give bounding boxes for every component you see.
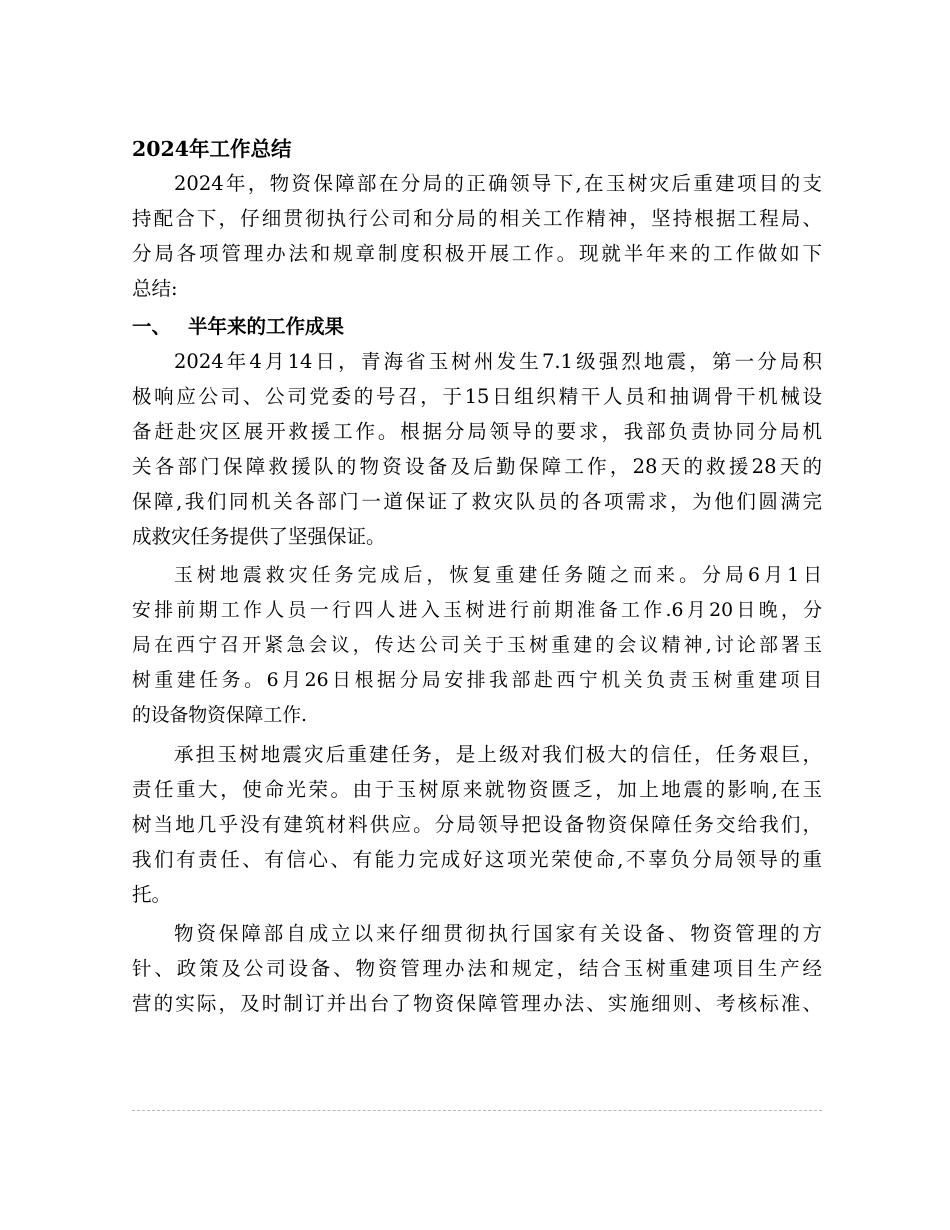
- text-line: 备赶赴灾区展开救援工作。根据分局领导的要求，我部负责协同分局机: [132, 420, 822, 443]
- text-line: 关各部门保障救援队的物资设备及后勤保障工作，28天的救援28天的: [132, 455, 822, 478]
- text-line: 2024年4月14日，青海省玉树州发生7.1级强烈地震，第一分局积: [174, 350, 822, 373]
- page-break-divider: [132, 1110, 822, 1111]
- body-paragraph: [132, 344, 822, 554]
- text-line: 局在西宁召开紧急会议，传达公司关于玉树重建的会议精神,讨论部署玉: [132, 635, 822, 656]
- section-heading-text: 半年来的工作成果: [188, 315, 345, 338]
- text-line: 针、政策及公司设备、物资管理办法和规定，结合玉树重建项目生产经: [132, 957, 822, 980]
- text-line: 承担玉树地震灾后重建任务，是上级对我们极大的信任，任务艰巨，: [174, 743, 822, 766]
- text-line: 分局各项管理办法和规章制度积极开展工作。现就半年来的工作做如下: [132, 242, 822, 265]
- text-line: 持配合下，仔细贯彻执行公司和分局的相关工作精神，坚持根据工程局、: [132, 207, 822, 230]
- intro-paragraph: [132, 166, 822, 306]
- text-line: 成救灾任务提供了坚强保证。: [132, 525, 386, 548]
- page-title: 2024年工作总结: [132, 137, 292, 161]
- section-heading: [132, 310, 822, 344]
- body-paragraph: [132, 916, 822, 1021]
- text-line: 保障,我们同机关各部门一道保证了救灾队员的各项需求，为他们圆满完: [132, 490, 822, 513]
- text-line: 树重建任务。6月26日根据分局安排我部赴西宁机关负责玉树重建项目: [132, 670, 822, 691]
- text-line: 托。: [132, 883, 172, 906]
- text-line: 责任重大，使命光荣。由于玉树原来就物资匮乏，加上地震的影响,在玉: [132, 778, 822, 801]
- text-line: 营的实际，及时制订并出台了物资保障管理办法、实施细则、考核标准、: [132, 992, 822, 1015]
- text-line: 玉树地震救灾任务完成后，恢复重建任务随之而来。分局6月1日: [174, 565, 822, 586]
- text-line: 我们有责任、有信心、有能力完成好这项光荣使命,不辜负分局领导的重: [132, 848, 822, 871]
- text-line: 极响应公司、公司党委的号召，于15日组织精干人员和抽调骨干机械设: [132, 385, 822, 408]
- text-line: 总结:: [132, 277, 178, 300]
- text-line: 物资保障部自成立以来仔细贯彻执行国家有关设备、物资管理的方: [174, 922, 822, 945]
- section-number: 一、: [132, 315, 172, 338]
- text-line: 树当地几乎没有建筑材料供应。分局领导把设备物资保障任务交给我们，: [132, 813, 822, 836]
- body-paragraph: [132, 737, 822, 912]
- text-line: 安排前期工作人员一行四人进入玉树进行前期准备工作.6月20日晚，分: [132, 600, 822, 621]
- text-line: 2024年，物资保障部在分局的正确领导下,在玉树灾后重建项目的支: [174, 172, 822, 195]
- text-line: 的设备物资保障工作.: [132, 705, 308, 726]
- body-paragraph: [132, 558, 822, 733]
- document-body: [132, 132, 822, 1021]
